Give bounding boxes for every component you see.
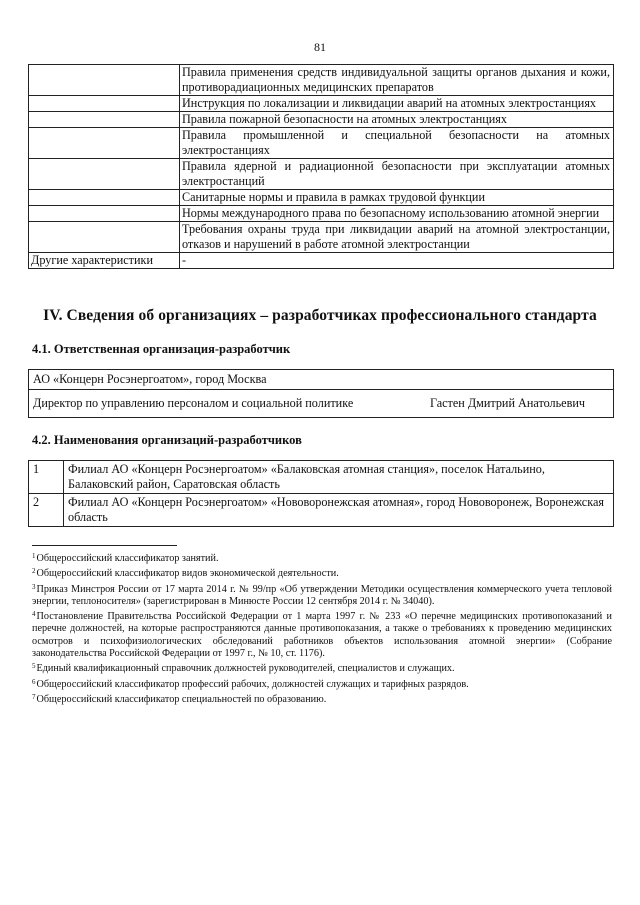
row-label xyxy=(29,128,180,159)
footnote xyxy=(32,660,612,675)
row-label xyxy=(29,112,180,128)
footnote-separator xyxy=(32,545,177,546)
developer-number: 2 xyxy=(29,494,64,527)
responsible-organization: АО «Концерн Росэнергоатом», город Москва xyxy=(29,370,614,390)
footnote-text: Общероссийский классификатор специальностей по образованию. xyxy=(36,693,327,705)
footnote-text: Приказ Минстроя России от 17 марта 2014 г. № 99/пр «Об утверждении Методики осуществления коммерческого учета тепловой энергии, теплоносителя» (зарегистрирован в Минюсте России 12 сентября 2014 г. № 34040). xyxy=(32,583,612,607)
page-number: 81 xyxy=(314,40,326,54)
row-value: Правила промышленной и специальной безопасности на атомных электростанциях xyxy=(180,128,614,159)
row-label xyxy=(29,222,180,253)
footnote-text: Общероссийский классификатор видов экономической деятельности. xyxy=(36,568,339,580)
table-row xyxy=(29,96,614,112)
table-row xyxy=(29,370,614,390)
row-value: Правила пожарной безопасности на атомных электростанциях xyxy=(180,112,614,128)
developer-number: 1 xyxy=(29,461,64,494)
footnote-mark: 6 xyxy=(32,677,36,686)
footnote xyxy=(32,581,612,609)
footnote xyxy=(32,691,612,706)
table-row xyxy=(29,159,614,190)
developers-table xyxy=(28,460,614,527)
responsible-table xyxy=(28,369,614,418)
footnote-mark: 2 xyxy=(32,567,36,576)
row-label xyxy=(29,96,180,112)
row-value: Требования охраны труда при ликвидации аварий на атомной электростанции, отказов и нарушений в работе атомной электростанции xyxy=(180,222,614,253)
row-label xyxy=(29,190,180,206)
row-value: Правила ядерной и радиационной безопасности при эксплуатации атомных электростанций xyxy=(180,159,614,190)
table-row xyxy=(29,112,614,128)
responsible-heading: 4.1. Ответственная организация-разработчик xyxy=(32,342,291,356)
footnote xyxy=(32,565,612,580)
footnote-mark: 4 xyxy=(32,610,36,619)
row-value: Нормы международного права по безопасному использованию атомной энергии xyxy=(180,206,614,222)
requirements-table xyxy=(28,64,614,269)
footnote-text: Общероссийский классификатор занятий. xyxy=(36,553,219,564)
table-row xyxy=(29,206,614,222)
row-label: Другие характеристики xyxy=(29,253,180,269)
responsible-person: Гастен Дмитрий Анатольевич xyxy=(429,396,585,410)
row-value: Санитарные нормы и правила в рамках трудовой функции xyxy=(180,190,614,206)
table-row xyxy=(29,494,614,527)
developer-name: Филиал АО «Концерн Росэнергоатом» «Балаковская атомная станция», поселок Натальино, Балаковский район, Саратовская область xyxy=(64,461,614,494)
developers-heading: 4.2. Наименования организаций-разработчиков xyxy=(32,433,302,447)
responsible-signature-cell xyxy=(29,390,614,418)
row-label xyxy=(29,159,180,190)
footnote-text: Постановление Правительства Российской Федерации от 1 марта 1997 г. № 233 «О перечне медицинских противопоказаний и перечне должностей, на которые распространяются данные противопоказания, а также о требованиях к проведению медицинских осмотров и психофизиологических обследований работников объектов использования атомной энергии» (Собрание законодательства Российской Федерации от 1997 г., № 10, ст. 1176). xyxy=(32,611,612,660)
table-row xyxy=(29,190,614,206)
footnote-text: Общероссийский классификатор профессий рабочих, должностей служащих и тарифных разрядов. xyxy=(36,678,469,690)
footnote xyxy=(32,676,612,691)
table-row xyxy=(29,65,614,96)
footnote xyxy=(32,608,612,660)
footnote-mark: 7 xyxy=(32,692,36,701)
section-title: IV. Сведения об организациях – разработчиках профессионального стандарта xyxy=(43,307,597,324)
row-value: - xyxy=(180,253,614,269)
footnote xyxy=(32,550,612,565)
table-row xyxy=(29,222,614,253)
developer-name: Филиал АО «Концерн Росэнергоатом» «Нововоронежская атомная», город Нововоронеж, Воронежская область xyxy=(64,494,614,527)
row-value: Инструкция по локализации и ликвидации аварий на атомных электростанциях xyxy=(180,96,614,112)
responsible-signature-row xyxy=(33,392,609,415)
table-row xyxy=(29,253,614,269)
footnote-mark: 3 xyxy=(32,582,36,591)
table-row xyxy=(29,461,614,494)
responsible-position: Директор по управлению персоналом и социальной политике xyxy=(33,396,354,410)
footnotes xyxy=(32,550,612,706)
row-label xyxy=(29,206,180,222)
table-row xyxy=(29,128,614,159)
table-row xyxy=(29,390,614,418)
footnote-mark: 1 xyxy=(32,552,36,560)
footnote-text: Единый квалификационный справочник должностей руководителей, специалистов и служащих. xyxy=(36,663,455,675)
row-value: Правила применения средств индивидуальной защиты органов дыхания и кожи, противорадиационных медицинских препаратов xyxy=(180,65,614,96)
row-label xyxy=(29,65,180,96)
footnote-mark: 5 xyxy=(32,662,36,671)
